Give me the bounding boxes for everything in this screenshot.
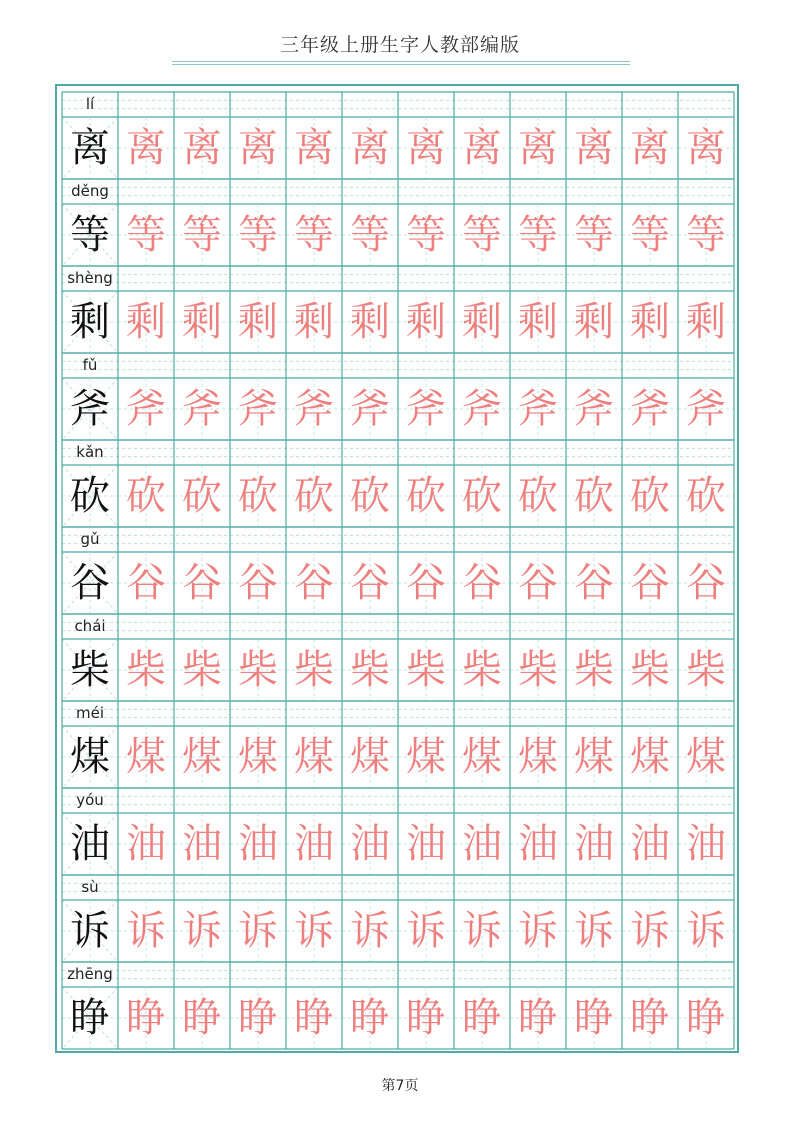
trace-character: 剩 <box>294 299 334 345</box>
trace-character: 诉 <box>406 908 446 954</box>
trace-character: 睁 <box>238 995 278 1041</box>
trace-character: 等 <box>238 212 278 258</box>
trace-character: 油 <box>238 821 278 867</box>
trace-character: 油 <box>574 821 614 867</box>
trace-character: 等 <box>630 212 670 258</box>
trace-character: 砍 <box>294 473 334 519</box>
pinyin-label: sù <box>81 878 99 896</box>
trace-character: 斧 <box>686 386 726 432</box>
pinyin-label: chái <box>74 617 106 635</box>
trace-character: 剩 <box>462 299 502 345</box>
trace-character: 斧 <box>518 386 558 432</box>
trace-character: 睁 <box>294 995 334 1041</box>
trace-character: 等 <box>182 212 222 258</box>
trace-character: 柴 <box>574 647 614 693</box>
trace-character: 睁 <box>126 995 166 1041</box>
pinyin-label: lí <box>85 95 95 113</box>
trace-character: 谷 <box>406 560 446 606</box>
trace-character: 油 <box>182 821 222 867</box>
model-character: 谷 <box>70 560 110 606</box>
trace-character: 柴 <box>518 647 558 693</box>
trace-character: 谷 <box>126 560 166 606</box>
trace-character: 谷 <box>574 560 614 606</box>
trace-character: 油 <box>518 821 558 867</box>
page-title: 三年级上册生字人教部编版 <box>279 34 520 56</box>
trace-character: 谷 <box>182 560 222 606</box>
trace-character: 煤 <box>406 734 446 780</box>
model-character: 柴 <box>70 647 110 693</box>
trace-character: 砍 <box>630 473 670 519</box>
pinyin-label: gǔ <box>80 530 100 548</box>
trace-character: 斧 <box>238 386 278 432</box>
trace-character: 等 <box>294 212 334 258</box>
trace-character: 等 <box>686 212 726 258</box>
trace-character: 等 <box>126 212 166 258</box>
trace-character: 诉 <box>686 908 726 954</box>
model-character: 离 <box>70 125 110 171</box>
trace-character: 睁 <box>518 995 558 1041</box>
pinyin-label: děng <box>71 182 109 200</box>
trace-character: 砍 <box>686 473 726 519</box>
pinyin-label: shèng <box>67 269 113 287</box>
trace-character: 睁 <box>574 995 614 1041</box>
trace-character: 谷 <box>238 560 278 606</box>
trace-character: 斧 <box>182 386 222 432</box>
trace-character: 斧 <box>350 386 390 432</box>
trace-character: 斧 <box>406 386 446 432</box>
trace-character: 油 <box>630 821 670 867</box>
trace-character: 离 <box>574 125 614 171</box>
trace-character: 等 <box>406 212 446 258</box>
trace-character: 煤 <box>518 734 558 780</box>
trace-character: 斧 <box>126 386 166 432</box>
trace-character: 柴 <box>238 647 278 693</box>
trace-character: 等 <box>350 212 390 258</box>
trace-character: 柴 <box>350 647 390 693</box>
trace-character: 诉 <box>238 908 278 954</box>
trace-character: 剩 <box>686 299 726 345</box>
trace-character: 诉 <box>574 908 614 954</box>
trace-character: 剩 <box>574 299 614 345</box>
trace-character: 剩 <box>630 299 670 345</box>
trace-character: 煤 <box>574 734 614 780</box>
trace-character: 睁 <box>686 995 726 1041</box>
trace-character: 离 <box>518 125 558 171</box>
model-character: 等 <box>70 212 110 258</box>
trace-character: 煤 <box>350 734 390 780</box>
trace-character: 砍 <box>574 473 614 519</box>
trace-character: 诉 <box>182 908 222 954</box>
trace-character: 剩 <box>350 299 390 345</box>
trace-character: 诉 <box>294 908 334 954</box>
trace-character: 砍 <box>462 473 502 519</box>
trace-character: 煤 <box>182 734 222 780</box>
trace-character: 煤 <box>126 734 166 780</box>
model-character: 诉 <box>70 908 110 954</box>
trace-character: 煤 <box>238 734 278 780</box>
trace-character: 斧 <box>630 386 670 432</box>
trace-character: 煤 <box>686 734 726 780</box>
trace-character: 睁 <box>462 995 502 1041</box>
trace-character: 离 <box>294 125 334 171</box>
trace-character: 谷 <box>350 560 390 606</box>
model-character: 砍 <box>70 473 110 519</box>
trace-character: 诉 <box>518 908 558 954</box>
trace-character: 柴 <box>462 647 502 693</box>
trace-character: 睁 <box>630 995 670 1041</box>
trace-character: 柴 <box>406 647 446 693</box>
trace-character: 柴 <box>686 647 726 693</box>
pinyin-label: yóu <box>76 791 104 809</box>
trace-character: 砍 <box>406 473 446 519</box>
trace-character: 谷 <box>630 560 670 606</box>
trace-character: 谷 <box>518 560 558 606</box>
trace-character: 煤 <box>294 734 334 780</box>
trace-character: 剩 <box>518 299 558 345</box>
trace-character: 剩 <box>126 299 166 345</box>
trace-character: 油 <box>350 821 390 867</box>
trace-character: 柴 <box>294 647 334 693</box>
trace-character: 诉 <box>350 908 390 954</box>
pinyin-label: fǔ <box>82 356 98 374</box>
trace-character: 睁 <box>350 995 390 1041</box>
trace-character: 煤 <box>462 734 502 780</box>
trace-character: 油 <box>686 821 726 867</box>
trace-character: 油 <box>406 821 446 867</box>
trace-character: 砍 <box>126 473 166 519</box>
trace-character: 砍 <box>238 473 278 519</box>
pinyin-label: zhēng <box>67 965 113 983</box>
trace-character: 离 <box>630 125 670 171</box>
trace-character: 谷 <box>462 560 502 606</box>
pinyin-label: kǎn <box>76 443 104 461</box>
trace-character: 离 <box>462 125 502 171</box>
trace-character: 砍 <box>350 473 390 519</box>
trace-character: 等 <box>462 212 502 258</box>
trace-character: 离 <box>126 125 166 171</box>
trace-character: 油 <box>462 821 502 867</box>
trace-character: 油 <box>294 821 334 867</box>
trace-character: 斧 <box>462 386 502 432</box>
trace-character: 砍 <box>182 473 222 519</box>
trace-character: 柴 <box>126 647 166 693</box>
trace-character: 离 <box>238 125 278 171</box>
trace-character: 谷 <box>294 560 334 606</box>
trace-character: 斧 <box>574 386 614 432</box>
trace-character: 诉 <box>630 908 670 954</box>
trace-character: 诉 <box>462 908 502 954</box>
model-character: 油 <box>70 821 110 867</box>
model-character: 斧 <box>70 386 110 432</box>
trace-character: 斧 <box>294 386 334 432</box>
trace-character: 柴 <box>630 647 670 693</box>
trace-character: 离 <box>686 125 726 171</box>
model-character: 剩 <box>70 299 110 345</box>
trace-character: 剩 <box>238 299 278 345</box>
model-character: 睁 <box>70 995 110 1041</box>
page-number: 第7页 <box>381 1078 419 1094</box>
trace-character: 离 <box>350 125 390 171</box>
trace-character: 睁 <box>182 995 222 1041</box>
trace-character: 煤 <box>630 734 670 780</box>
trace-character: 离 <box>406 125 446 171</box>
trace-character: 等 <box>574 212 614 258</box>
trace-character: 剩 <box>182 299 222 345</box>
trace-character: 睁 <box>406 995 446 1041</box>
trace-character: 剩 <box>406 299 446 345</box>
trace-character: 谷 <box>686 560 726 606</box>
trace-character: 诉 <box>126 908 166 954</box>
trace-character: 砍 <box>518 473 558 519</box>
trace-character: 等 <box>518 212 558 258</box>
trace-character: 离 <box>182 125 222 171</box>
trace-character: 油 <box>126 821 166 867</box>
trace-character: 柴 <box>182 647 222 693</box>
model-character: 煤 <box>70 734 110 780</box>
pinyin-label: méi <box>75 704 104 722</box>
